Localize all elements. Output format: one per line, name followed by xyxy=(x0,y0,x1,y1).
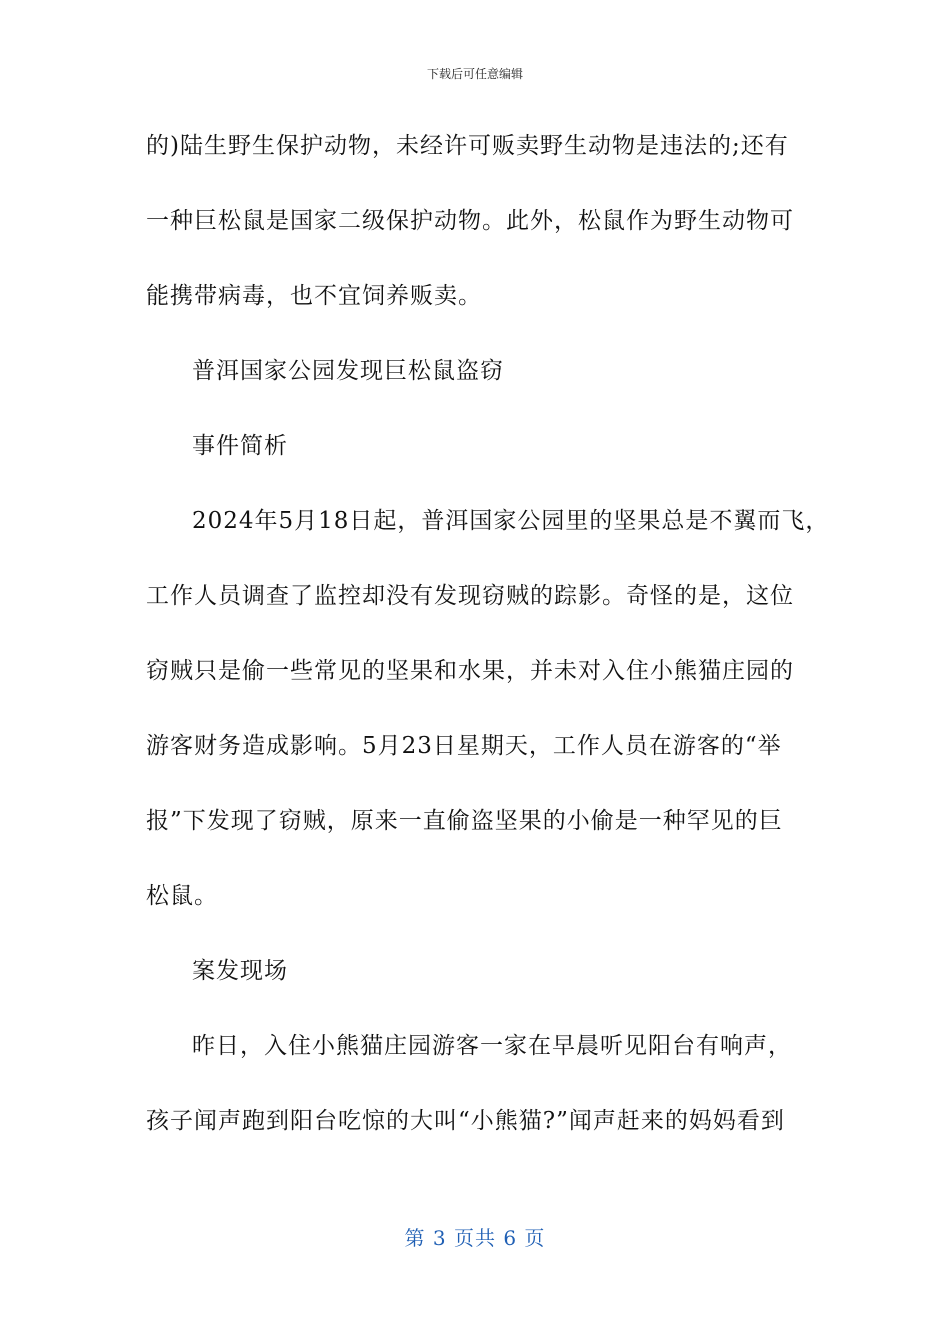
text-line: 窃贼只是偷一些常见的坚果和水果，并未对入住小熊猫庄园的 xyxy=(146,658,794,684)
section-heading: 事件简析 xyxy=(192,433,288,459)
paragraph-start: 昨日，入住小熊猫庄园游客一家在早晨听见阳台有响声， xyxy=(192,1033,792,1059)
text-line: 能携带病毒，也不宜饲养贩卖。 xyxy=(146,283,482,309)
document-body xyxy=(146,126,830,1176)
text-line: 工作人员调查了监控却没有发现窃贼的踪影。奇怪的是，这位 xyxy=(146,583,794,609)
text-line: 游客财务造成影响。5月23日星期天，工作人员在游客的“举 xyxy=(146,733,782,759)
text-line: 松鼠。 xyxy=(146,883,218,909)
page-number: 第 3 页共 6 页 xyxy=(404,1226,546,1250)
page-header-note: 下载后可任意编辑 xyxy=(426,67,523,81)
text-line: 孩子闻声跑到阳台吃惊的大叫“小熊猫?”闻声赶来的妈妈看到 xyxy=(146,1108,785,1134)
section-heading: 案发现场 xyxy=(192,958,288,984)
text-line: 一种巨松鼠是国家二级保护动物。此外，松鼠作为野生动物可 xyxy=(146,208,794,234)
text-line: 报”下发现了窃贼，原来一直偷盗坚果的小偷是一种罕见的巨 xyxy=(146,808,783,834)
section-heading: 普洱国家公园发现巨松鼠盗窃 xyxy=(192,358,504,384)
text-line: 的)陆生野生保护动物，未经许可贩卖野生动物是违法的;还有 xyxy=(146,133,789,159)
paragraph-start: 2024年5月18日起，普洱国家公园里的坚果总是不翼而飞， xyxy=(192,508,830,534)
